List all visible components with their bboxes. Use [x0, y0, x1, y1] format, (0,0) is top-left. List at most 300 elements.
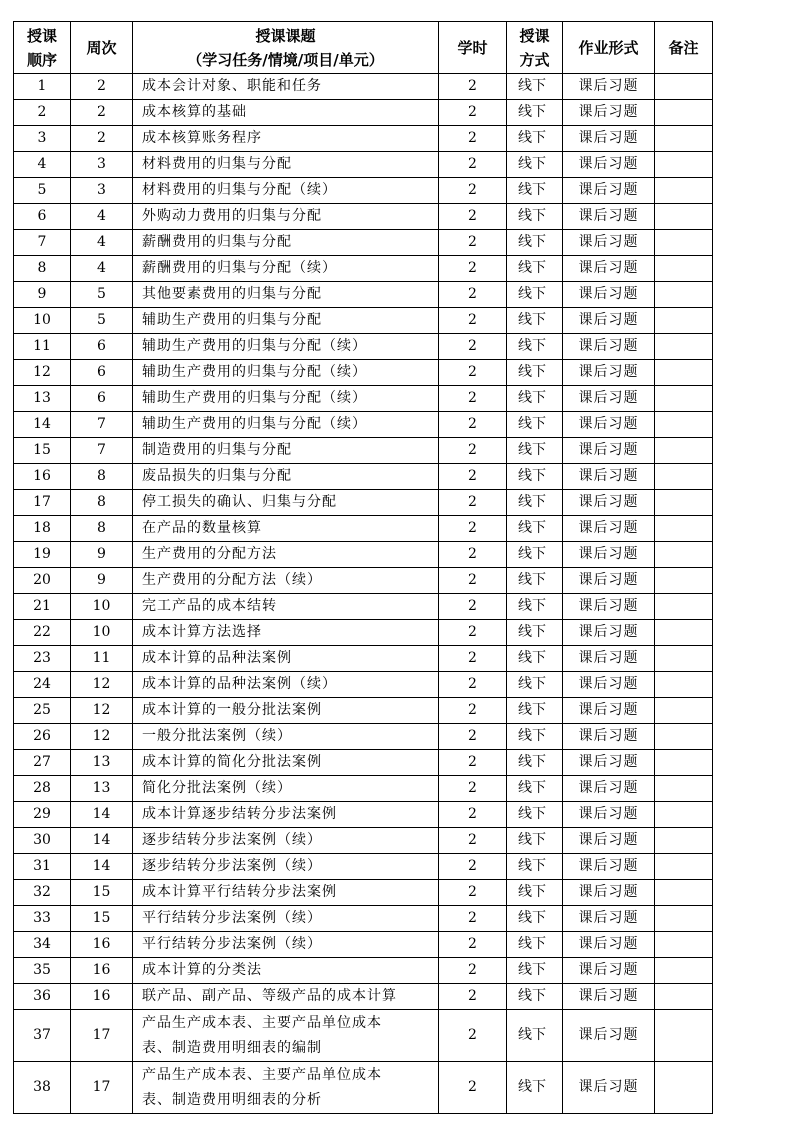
table-row [14, 204, 713, 230]
cell-remarks [655, 880, 713, 906]
cell-week: 9 [71, 568, 133, 594]
cell-seq: 38 [14, 1062, 71, 1114]
cell-homework: 课后习题 [563, 516, 655, 542]
cell-mode: 线下 [507, 204, 563, 230]
cell-remarks [655, 776, 713, 802]
table-row [14, 412, 713, 438]
cell-topic: 逐步结转分步法案例（续） [133, 828, 439, 854]
cell-topic: 薪酬费用的归集与分配（续） [133, 256, 439, 282]
cell-mode: 线下 [507, 412, 563, 438]
table-row [14, 126, 713, 152]
table-row [14, 776, 713, 802]
cell-seq: 34 [14, 932, 71, 958]
cell-hours: 2 [439, 178, 507, 204]
cell-hours: 2 [439, 698, 507, 724]
cell-seq: 10 [14, 308, 71, 334]
header-mode [507, 22, 563, 74]
cell-topic: 成本计算的简化分批法案例 [133, 750, 439, 776]
cell-week: 4 [71, 204, 133, 230]
cell-week: 2 [71, 74, 133, 100]
cell-hours: 2 [439, 490, 507, 516]
cell-topic: 材料费用的归集与分配（续） [133, 178, 439, 204]
cell-remarks [655, 334, 713, 360]
cell-week: 14 [71, 828, 133, 854]
cell-remarks [655, 724, 713, 750]
cell-seq: 3 [14, 126, 71, 152]
cell-remarks [655, 360, 713, 386]
table-row [14, 672, 713, 698]
cell-seq: 4 [14, 152, 71, 178]
cell-homework: 课后习题 [563, 646, 655, 672]
cell-hours: 2 [439, 308, 507, 334]
cell-homework: 课后习题 [563, 802, 655, 828]
cell-seq: 18 [14, 516, 71, 542]
cell-remarks [655, 516, 713, 542]
cell-seq: 9 [14, 282, 71, 308]
cell-topic-line2: 表、制造费用明细表的分析 [142, 1091, 322, 1108]
cell-homework: 课后习题 [563, 906, 655, 932]
table-row [14, 646, 713, 672]
cell-mode: 线下 [507, 256, 563, 282]
cell-seq: 8 [14, 256, 71, 282]
table-row [14, 74, 713, 100]
cell-mode: 线下 [507, 386, 563, 412]
cell-hours: 2 [439, 204, 507, 230]
cell-homework: 课后习题 [563, 932, 655, 958]
cell-hours: 2 [439, 334, 507, 360]
cell-homework: 课后习题 [563, 672, 655, 698]
cell-seq: 16 [14, 464, 71, 490]
cell-mode: 线下 [507, 646, 563, 672]
cell-week: 12 [71, 698, 133, 724]
cell-remarks [655, 230, 713, 256]
cell-hours: 2 [439, 360, 507, 386]
cell-mode: 线下 [507, 906, 563, 932]
cell-seq: 20 [14, 568, 71, 594]
cell-homework: 课后习题 [563, 1010, 655, 1062]
cell-seq: 2 [14, 100, 71, 126]
table-row [14, 594, 713, 620]
cell-hours: 2 [439, 828, 507, 854]
cell-hours: 2 [439, 1062, 507, 1114]
table-row [14, 802, 713, 828]
cell-mode: 线下 [507, 958, 563, 984]
header-mode-line1: 授课 [519, 26, 550, 45]
cell-topic: 薪酬费用的归集与分配 [133, 230, 439, 256]
cell-week: 10 [71, 620, 133, 646]
table-row [14, 1010, 713, 1062]
cell-homework: 课后习题 [563, 880, 655, 906]
cell-remarks [655, 74, 713, 100]
cell-week: 9 [71, 542, 133, 568]
cell-seq: 26 [14, 724, 71, 750]
cell-homework: 课后习题 [563, 282, 655, 308]
cell-mode: 线下 [507, 854, 563, 880]
cell-remarks [655, 256, 713, 282]
cell-topic: 辅助生产费用的归集与分配（续） [133, 412, 439, 438]
cell-seq: 19 [14, 542, 71, 568]
table-row [14, 152, 713, 178]
cell-mode: 线下 [507, 932, 563, 958]
cell-mode: 线下 [507, 880, 563, 906]
table-row [14, 490, 713, 516]
cell-seq: 1 [14, 74, 71, 100]
cell-topic: 材料费用的归集与分配 [133, 152, 439, 178]
cell-hours: 2 [439, 516, 507, 542]
header-seq-line1: 授课 [26, 26, 57, 45]
cell-remarks [655, 672, 713, 698]
cell-hours: 2 [439, 984, 507, 1010]
cell-week: 10 [71, 594, 133, 620]
cell-topic: 外购动力费用的归集与分配 [133, 204, 439, 230]
cell-topic: 成本计算的品种法案例（续） [133, 672, 439, 698]
cell-remarks [655, 386, 713, 412]
cell-homework: 课后习题 [563, 490, 655, 516]
cell-topic: 成本核算账务程序 [133, 126, 439, 152]
cell-topic: 辅助生产费用的归集与分配（续） [133, 334, 439, 360]
cell-mode: 线下 [507, 802, 563, 828]
table-row [14, 516, 713, 542]
cell-mode: 线下 [507, 984, 563, 1010]
cell-seq: 5 [14, 178, 71, 204]
cell-mode: 线下 [507, 308, 563, 334]
table-row [14, 906, 713, 932]
cell-topic: 成本计算方法选择 [133, 620, 439, 646]
cell-week: 16 [71, 958, 133, 984]
table-row [14, 620, 713, 646]
cell-topic: 成本会计对象、职能和任务 [133, 74, 439, 100]
cell-week: 6 [71, 386, 133, 412]
cell-remarks [655, 308, 713, 334]
cell-week: 15 [71, 880, 133, 906]
table-row [14, 1062, 713, 1114]
cell-topic: 生产费用的分配方法（续） [133, 568, 439, 594]
cell-mode: 线下 [507, 230, 563, 256]
cell-homework: 课后习题 [563, 308, 655, 334]
cell-topic: 生产费用的分配方法 [133, 542, 439, 568]
cell-topic: 平行结转分步法案例（续） [133, 932, 439, 958]
cell-homework: 课后习题 [563, 854, 655, 880]
cell-homework: 课后习题 [563, 594, 655, 620]
cell-remarks [655, 464, 713, 490]
cell-remarks [655, 620, 713, 646]
table-row [14, 464, 713, 490]
cell-hours: 2 [439, 854, 507, 880]
cell-remarks [655, 594, 713, 620]
table-row [14, 854, 713, 880]
cell-seq: 11 [14, 334, 71, 360]
cell-mode: 线下 [507, 776, 563, 802]
cell-hours: 2 [439, 100, 507, 126]
cell-week: 8 [71, 464, 133, 490]
cell-week: 16 [71, 932, 133, 958]
header-week: 周次 [71, 22, 133, 74]
cell-topic: 联产品、副产品、等级产品的成本计算 [133, 984, 439, 1010]
cell-hours: 2 [439, 542, 507, 568]
cell-seq: 6 [14, 204, 71, 230]
cell-homework: 课后习题 [563, 256, 655, 282]
cell-week: 16 [71, 984, 133, 1010]
cell-topic-line2: 表、制造费用明细表的编制 [142, 1039, 322, 1056]
cell-mode: 线下 [507, 360, 563, 386]
cell-remarks [655, 412, 713, 438]
cell-hours: 2 [439, 74, 507, 100]
cell-remarks [655, 646, 713, 672]
table-row [14, 880, 713, 906]
cell-week: 3 [71, 178, 133, 204]
table-row [14, 542, 713, 568]
cell-hours: 2 [439, 802, 507, 828]
cell-seq: 27 [14, 750, 71, 776]
cell-homework: 课后习题 [563, 776, 655, 802]
cell-mode: 线下 [507, 594, 563, 620]
cell-mode: 线下 [507, 152, 563, 178]
cell-topic-line1: 产品生产成本表、主要产品单位成本 [142, 1014, 382, 1031]
cell-homework: 课后习题 [563, 464, 655, 490]
cell-seq: 13 [14, 386, 71, 412]
cell-homework: 课后习题 [563, 568, 655, 594]
cell-week: 5 [71, 282, 133, 308]
cell-seq: 21 [14, 594, 71, 620]
cell-topic: 废品损失的归集与分配 [133, 464, 439, 490]
cell-remarks [655, 802, 713, 828]
cell-seq: 31 [14, 854, 71, 880]
cell-hours: 2 [439, 906, 507, 932]
cell-topic: 逐步结转分步法案例（续） [133, 854, 439, 880]
cell-homework: 课后习题 [563, 984, 655, 1010]
cell-week: 15 [71, 906, 133, 932]
cell-remarks [655, 1010, 713, 1062]
cell-week: 13 [71, 776, 133, 802]
cell-seq: 15 [14, 438, 71, 464]
cell-hours: 2 [439, 568, 507, 594]
cell-topic: 成本计算平行结转分步法案例 [133, 880, 439, 906]
cell-homework: 课后习题 [563, 360, 655, 386]
cell-seq: 37 [14, 1010, 71, 1062]
cell-homework: 课后习题 [563, 698, 655, 724]
cell-remarks [655, 542, 713, 568]
cell-homework: 课后习题 [563, 1062, 655, 1114]
cell-week: 17 [71, 1010, 133, 1062]
header-hours: 学时 [439, 22, 507, 74]
cell-seq: 22 [14, 620, 71, 646]
cell-topic: 在产品的数量核算 [133, 516, 439, 542]
cell-remarks [655, 282, 713, 308]
table-row [14, 386, 713, 412]
table-row [14, 100, 713, 126]
cell-week: 12 [71, 724, 133, 750]
cell-hours: 2 [439, 672, 507, 698]
cell-remarks [655, 932, 713, 958]
cell-seq: 12 [14, 360, 71, 386]
cell-remarks [655, 906, 713, 932]
table-row [14, 256, 713, 282]
cell-seq: 35 [14, 958, 71, 984]
cell-seq: 14 [14, 412, 71, 438]
cell-hours: 2 [439, 776, 507, 802]
cell-seq: 29 [14, 802, 71, 828]
cell-homework: 课后习题 [563, 750, 655, 776]
cell-week: 4 [71, 230, 133, 256]
table-row [14, 698, 713, 724]
cell-mode: 线下 [507, 568, 563, 594]
cell-mode: 线下 [507, 620, 563, 646]
cell-homework: 课后习题 [563, 230, 655, 256]
cell-remarks [655, 204, 713, 230]
cell-week: 6 [71, 334, 133, 360]
cell-mode: 线下 [507, 438, 563, 464]
cell-hours: 2 [439, 1010, 507, 1062]
cell-seq: 33 [14, 906, 71, 932]
cell-hours: 2 [439, 594, 507, 620]
cell-homework: 课后习题 [563, 152, 655, 178]
cell-hours: 2 [439, 152, 507, 178]
cell-remarks [655, 152, 713, 178]
cell-mode: 线下 [507, 490, 563, 516]
cell-week: 3 [71, 152, 133, 178]
table-row [14, 308, 713, 334]
cell-hours: 2 [439, 932, 507, 958]
header-remarks: 备注 [655, 22, 713, 74]
cell-hours: 2 [439, 438, 507, 464]
cell-topic [133, 1010, 439, 1062]
cell-week: 4 [71, 256, 133, 282]
cell-homework: 课后习题 [563, 724, 655, 750]
cell-homework: 课后习题 [563, 828, 655, 854]
cell-homework: 课后习题 [563, 542, 655, 568]
cell-week: 2 [71, 100, 133, 126]
cell-topic [133, 1062, 439, 1114]
cell-mode: 线下 [507, 1062, 563, 1114]
cell-remarks [655, 984, 713, 1010]
cell-seq: 23 [14, 646, 71, 672]
header-topic-line1: 授课课题 [255, 26, 316, 45]
cell-seq: 24 [14, 672, 71, 698]
cell-homework: 课后习题 [563, 100, 655, 126]
table-row [14, 828, 713, 854]
cell-mode: 线下 [507, 542, 563, 568]
table-row [14, 230, 713, 256]
header-seq-line2: 顺序 [26, 50, 57, 69]
cell-topic: 辅助生产费用的归集与分配（续） [133, 386, 439, 412]
table-row [14, 958, 713, 984]
cell-mode: 线下 [507, 516, 563, 542]
cell-week: 6 [71, 360, 133, 386]
cell-week: 11 [71, 646, 133, 672]
cell-mode: 线下 [507, 724, 563, 750]
header-seq [14, 22, 71, 74]
cell-week: 14 [71, 854, 133, 880]
cell-homework: 课后习题 [563, 126, 655, 152]
cell-remarks [655, 1062, 713, 1114]
table-row [14, 178, 713, 204]
cell-homework: 课后习题 [563, 204, 655, 230]
cell-hours: 2 [439, 464, 507, 490]
table-row [14, 334, 713, 360]
cell-topic: 平行结转分步法案例（续） [133, 906, 439, 932]
cell-mode: 线下 [507, 334, 563, 360]
cell-mode: 线下 [507, 126, 563, 152]
cell-seq: 25 [14, 698, 71, 724]
cell-remarks [655, 100, 713, 126]
cell-homework: 课后习题 [563, 386, 655, 412]
cell-hours: 2 [439, 646, 507, 672]
table-row [14, 984, 713, 1010]
cell-hours: 2 [439, 958, 507, 984]
cell-remarks [655, 854, 713, 880]
cell-mode: 线下 [507, 282, 563, 308]
table-row [14, 360, 713, 386]
cell-remarks [655, 490, 713, 516]
cell-mode: 线下 [507, 672, 563, 698]
cell-topic: 完工产品的成本结转 [133, 594, 439, 620]
cell-topic: 成本计算的一般分批法案例 [133, 698, 439, 724]
cell-hours: 2 [439, 126, 507, 152]
cell-remarks [655, 438, 713, 464]
cell-seq: 30 [14, 828, 71, 854]
cell-homework: 课后习题 [563, 438, 655, 464]
table-body [14, 74, 713, 1114]
cell-mode: 线下 [507, 464, 563, 490]
cell-hours: 2 [439, 880, 507, 906]
cell-week: 17 [71, 1062, 133, 1114]
cell-week: 8 [71, 490, 133, 516]
cell-remarks [655, 828, 713, 854]
cell-remarks [655, 126, 713, 152]
header-mode-line2: 方式 [519, 50, 550, 69]
header-topic [133, 22, 439, 74]
cell-mode: 线下 [507, 828, 563, 854]
cell-topic: 成本计算的品种法案例 [133, 646, 439, 672]
cell-homework: 课后习题 [563, 958, 655, 984]
cell-mode: 线下 [507, 100, 563, 126]
cell-topic-line1: 产品生产成本表、主要产品单位成本 [142, 1066, 382, 1083]
cell-remarks [655, 568, 713, 594]
cell-week: 7 [71, 412, 133, 438]
cell-homework: 课后习题 [563, 334, 655, 360]
cell-homework: 课后习题 [563, 178, 655, 204]
cell-topic: 辅助生产费用的归集与分配 [133, 308, 439, 334]
cell-hours: 2 [439, 750, 507, 776]
cell-remarks [655, 698, 713, 724]
table-row [14, 724, 713, 750]
cell-homework: 课后习题 [563, 620, 655, 646]
header-topic-line2: （学习任务/情境/项目/单元） [187, 50, 384, 69]
cell-topic: 辅助生产费用的归集与分配（续） [133, 360, 439, 386]
cell-homework: 课后习题 [563, 74, 655, 100]
cell-hours: 2 [439, 724, 507, 750]
cell-mode: 线下 [507, 750, 563, 776]
header-homework: 作业形式 [563, 22, 655, 74]
cell-week: 12 [71, 672, 133, 698]
table-header-row [14, 22, 713, 74]
course-schedule-table [13, 21, 713, 1114]
cell-topic: 成本核算的基础 [133, 100, 439, 126]
cell-week: 8 [71, 516, 133, 542]
cell-topic: 停工损失的确认、归集与分配 [133, 490, 439, 516]
table-row [14, 750, 713, 776]
cell-remarks [655, 178, 713, 204]
cell-mode: 线下 [507, 1010, 563, 1062]
cell-mode: 线下 [507, 698, 563, 724]
cell-hours: 2 [439, 412, 507, 438]
cell-week: 14 [71, 802, 133, 828]
cell-topic: 一般分批法案例（续） [133, 724, 439, 750]
cell-seq: 32 [14, 880, 71, 906]
cell-seq: 17 [14, 490, 71, 516]
table-row [14, 438, 713, 464]
cell-topic: 制造费用的归集与分配 [133, 438, 439, 464]
